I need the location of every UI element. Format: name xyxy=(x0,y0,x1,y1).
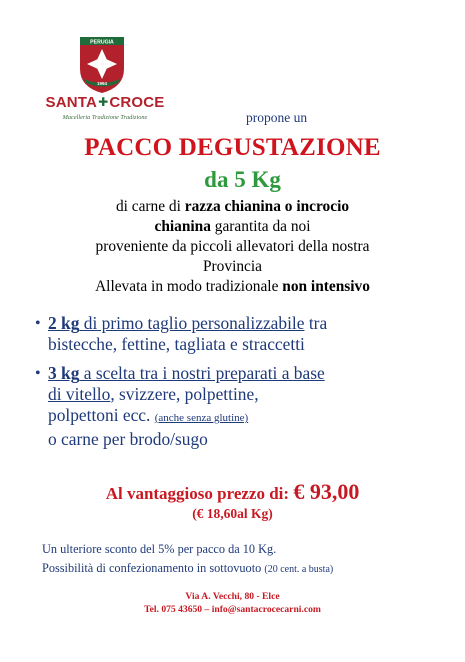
list-item xyxy=(35,363,453,450)
item-1-link-text: di primo taglio personalizzabile xyxy=(79,313,305,333)
desc-l1-b: razza chianina o incrocio xyxy=(184,198,350,215)
description-line-4: Provincia xyxy=(203,258,262,275)
item-1-text: tra xyxy=(304,313,328,333)
santa-croce-shield-logo xyxy=(78,35,126,95)
desc-l1-a: di carne di xyxy=(115,198,185,215)
price-label: Al vantaggioso prezzo di: xyxy=(105,484,294,503)
bullet-icon: • xyxy=(35,315,41,332)
description-line-1 xyxy=(0,197,465,217)
desc-l2-b: garantita da noi xyxy=(210,218,311,235)
item-2-text-3: o carne per brodo/sugo xyxy=(48,429,208,449)
vacuum-note-price: (20 cent. a busta) xyxy=(264,564,334,575)
bullet-icon: • xyxy=(35,365,41,382)
item-2-link-text-2: di vitello xyxy=(48,384,111,404)
desc-l5-b: non intensivo xyxy=(282,278,370,295)
brand-name xyxy=(40,94,170,111)
item-2-text-2: polpettoni ecc. xyxy=(48,405,155,425)
item-2-text: , svizzere, polpettine, xyxy=(110,384,259,404)
description-line-3: proveniente da piccoli allevatori della nostra xyxy=(95,238,370,255)
shield-year-text: 1994 xyxy=(96,81,108,86)
description xyxy=(0,197,465,297)
brand-tagline: Macelleria Tradizione Tradizione xyxy=(62,114,148,121)
desc-l2-a: chianina xyxy=(154,218,211,235)
vacuum-pack-note xyxy=(42,561,333,576)
price-amount: € 93,00 xyxy=(293,479,360,504)
description-line-5 xyxy=(0,277,465,297)
package-contents-list xyxy=(35,313,453,455)
brand-left: SANTA xyxy=(45,94,98,111)
brand-right: CROCE xyxy=(109,94,165,111)
page-title: PACCO DEGUSTAZIONE xyxy=(84,134,381,161)
list-item xyxy=(35,313,453,355)
footer-address: Via A. Vecchi, 80 - Elce xyxy=(185,591,280,602)
footer-contact: Tel. 075 43650 – info@santacrocecarni.com xyxy=(144,604,321,615)
item-1-text-2: bistecche, fettine, tagliata e straccetti xyxy=(48,334,305,354)
price-line xyxy=(0,479,465,505)
shield-top-text: PERUGIA xyxy=(90,39,114,46)
page-subtitle: da 5 Kg xyxy=(204,167,281,192)
cross-icon: ✚ xyxy=(98,95,109,109)
discount-note: Un ulteriore sconto del 5% per pacco da 10 Kg. xyxy=(42,542,277,556)
item-2-link-text: a scelta tra i nostri preparati a base xyxy=(79,363,325,383)
vacuum-note-main: Possibilità di confezionamento in sottovuoto xyxy=(42,561,265,575)
item-2-qty: 3 kg xyxy=(48,363,80,383)
desc-l5-a: Allevata in modo tradizionale xyxy=(95,278,283,295)
description-line-2 xyxy=(0,217,465,237)
price-per-kg: (€ 18,60al Kg) xyxy=(192,506,273,521)
intro-text: propone un xyxy=(246,110,308,125)
item-1-qty: 2 kg xyxy=(48,313,80,333)
gluten-free-note: (anche senza glutine) xyxy=(154,412,249,424)
